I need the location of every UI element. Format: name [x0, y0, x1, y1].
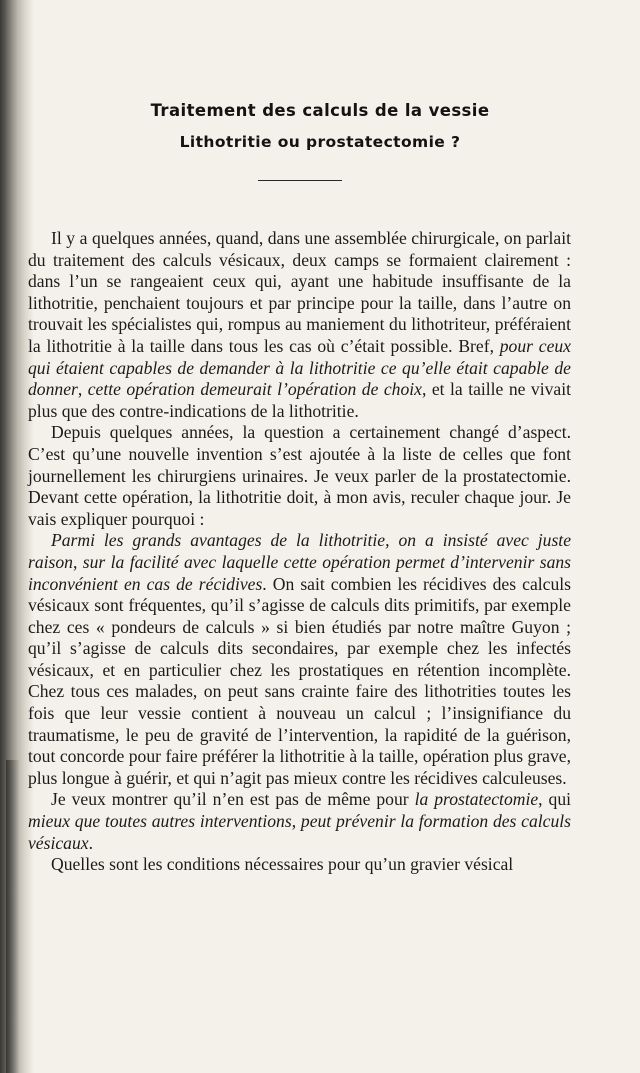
italic-text: cette opération demeurait l’opération de choix [87, 379, 422, 400]
text-run: Il y a quelques années, quand, dans une assemblée chirurgicale, on parlait du traitement des calculs vésicaux, deux camps se formaient clairement : dans l’un se rangeaient ceux qui, ayant une habitude insuffisante de la lithotritie, penchaient toujours et par principe pour la taille, dans l’autre on trouvait les spécialistes qui, rompus au maniement du lithotriteur, préféraient la lithotritie à la taille dans tous les cas où c’était possible. Bref, [28, 228, 571, 356]
paragraph [28, 228, 571, 422]
italic-text: pour ceux qui étaient capables de demander à la lithotritie ce qu’elle était capable de donner [28, 335, 571, 400]
paragraph [28, 530, 571, 789]
page-title: Traitement des calculs de la vessie [150, 101, 490, 120]
italic-text: Parmi les grands avantages de la lithotritie, on a insisté avec juste raison [28, 530, 571, 572]
text-run: , [77, 379, 88, 400]
text-run: Quelles sont les conditions nécessaires pour qu’un gravier vésical [51, 854, 514, 875]
text-run: , et la taille ne vivait plus que des contre-indications de la lithotritie. [28, 379, 572, 421]
paragraph [28, 422, 571, 530]
italic-text: la prostatectomie [414, 789, 539, 810]
text-run: Depuis quelques années, la question a certainement changé d’aspect. C’est qu’une nouvelle invention s’est ajoutée à la liste de celles que font journellement les chirurgiens urinaires. Je veux parler de la prostatectomie. Devant cette opération, la lithotritie doit, à mon avis, reculer chaque jour. Je vais expliquer pourquoi : [28, 422, 571, 529]
body-text [28, 228, 571, 876]
page-subtitle: Lithotritie ou prostatectomie ? [179, 133, 461, 151]
text-run: , [72, 551, 83, 572]
paragraph [28, 854, 571, 876]
text-run: . [88, 832, 93, 853]
text-run: , [291, 811, 301, 832]
italic-text: sur la facilité avec laquelle cette opération permet d’intervenir sans inconvénient en cas de récidives [28, 551, 572, 594]
text-run: , qui [538, 789, 572, 810]
text-run: Je veux montrer qu’il n’en est pas de même pour [51, 789, 415, 810]
italic-text: peut prévenir la formation des calculs vésicaux [28, 811, 572, 853]
text-run: . On sait combien les récidives des calculs vésicaux sont fréquentes, qu’il s’agisse de calculs dits primitifs, par exemple chez ces « pondeurs de calculs » si bien étudiés par notre maître Guyon ; qu’il s’agisse de calculs dits secondaires, par exemple chez les infectés vésicaux, et en particulier chez les prostatiques en rétention incomplète. Chez tous ces malades, on peut sans crainte faire des lithotrities toutes les fois que leur vessie contient à nouveau un calcul ; l’insignifiance du traumatisme, le peu de gravité de l’intervention, la rapidité de la guérison, tout concorde pour faire préférer la lithotritie à la taille, opération plus grave, plus longue à guérir, et qui n’agit pas mieux contre les récidives calculeuses. [28, 573, 571, 788]
title-divider [258, 180, 342, 181]
paragraph [28, 789, 571, 854]
italic-text: mieux que toutes autres interventions [28, 811, 292, 832]
